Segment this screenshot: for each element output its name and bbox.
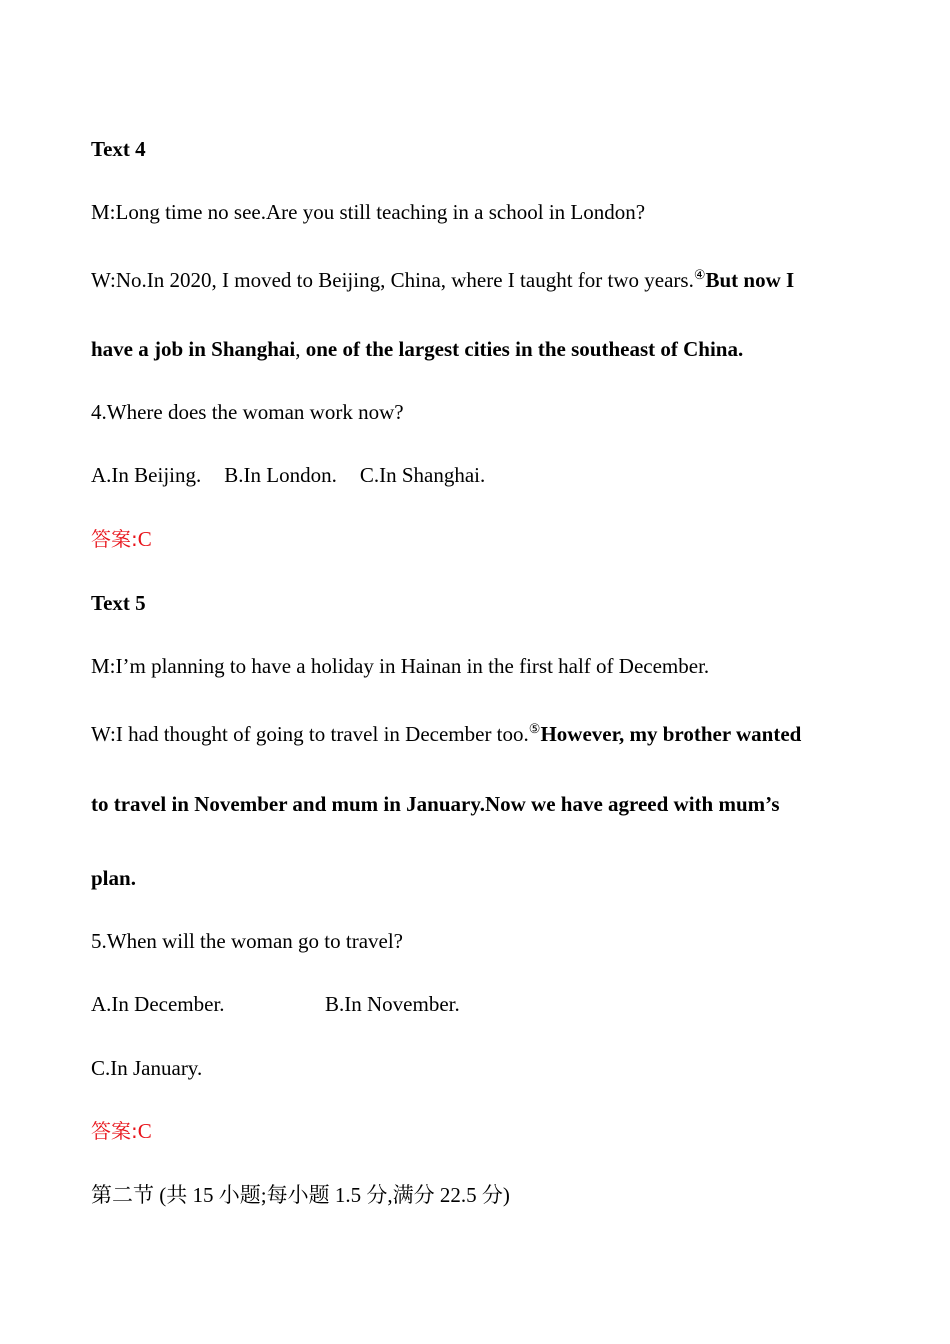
- text4-heading: Text 4: [91, 137, 146, 161]
- section-2-title: [91, 1182, 510, 1208]
- text5-line-man: M:I’m planning to have a holiday in Hainan in the first half of December.: [91, 654, 710, 678]
- section-2-title-text: 第二节 (共 15 小题;每小题 1.5 分,满分 22.5 分): [91, 1183, 510, 1207]
- option-5b: B.In November.: [325, 992, 460, 1016]
- text5-line-woman-bold-2: to travel in November and mum in January.Now we have agreed with mum’s: [91, 792, 780, 816]
- text5-line-woman: [91, 716, 801, 747]
- question-5-options-row1: [91, 991, 460, 1017]
- option-4a: A.In Beijing.: [91, 463, 202, 487]
- option-5c: C.In January.: [91, 1056, 203, 1080]
- answer-5-value: C: [137, 1119, 152, 1143]
- answer-4-label: 答案:: [91, 527, 138, 551]
- question-4-options: [91, 462, 485, 488]
- option-5a: A.In December.: [91, 992, 225, 1016]
- answer-4-value: C: [137, 527, 152, 551]
- question-5: 5.When will the woman go to travel?: [91, 929, 403, 953]
- option-4c: C.In Shanghai.: [359, 463, 486, 487]
- text5-line-woman-bold-1: However, my brother wanted: [540, 722, 802, 746]
- text4-line-woman-bold-2b: one of the largest cities in the southeast of China.: [305, 337, 744, 361]
- answer-4: [91, 526, 152, 552]
- text4-line-woman-comma: ,: [295, 337, 306, 361]
- text4-line-woman: [91, 262, 794, 293]
- text5-line-woman-plain: W:I had thought of going to travel in December too.: [91, 722, 529, 746]
- question-4: 4.Where does the woman work now?: [91, 400, 404, 424]
- text4-line-woman-plain: W:No.In 2020, I moved to Beijing, China, where I taught for two years.: [91, 268, 694, 292]
- option-4b: B.In London.: [224, 463, 337, 487]
- text4-line-man: M:Long time no see.Are you still teaching in a school in London?: [91, 200, 646, 224]
- text4-line-woman-bold-2a: have a job in Shanghai: [91, 337, 296, 361]
- answer-5: [91, 1118, 152, 1144]
- text4-line-woman-bold-1: But now I: [705, 268, 795, 292]
- text4-marker: ④: [693, 267, 706, 282]
- text5-line-woman-bold-3: plan.: [91, 866, 136, 890]
- text5-heading: Text 5: [91, 591, 146, 615]
- text4-line-woman-cont: [91, 336, 743, 362]
- text5-marker: ⑤: [528, 721, 541, 736]
- answer-5-label: 答案:: [91, 1119, 138, 1143]
